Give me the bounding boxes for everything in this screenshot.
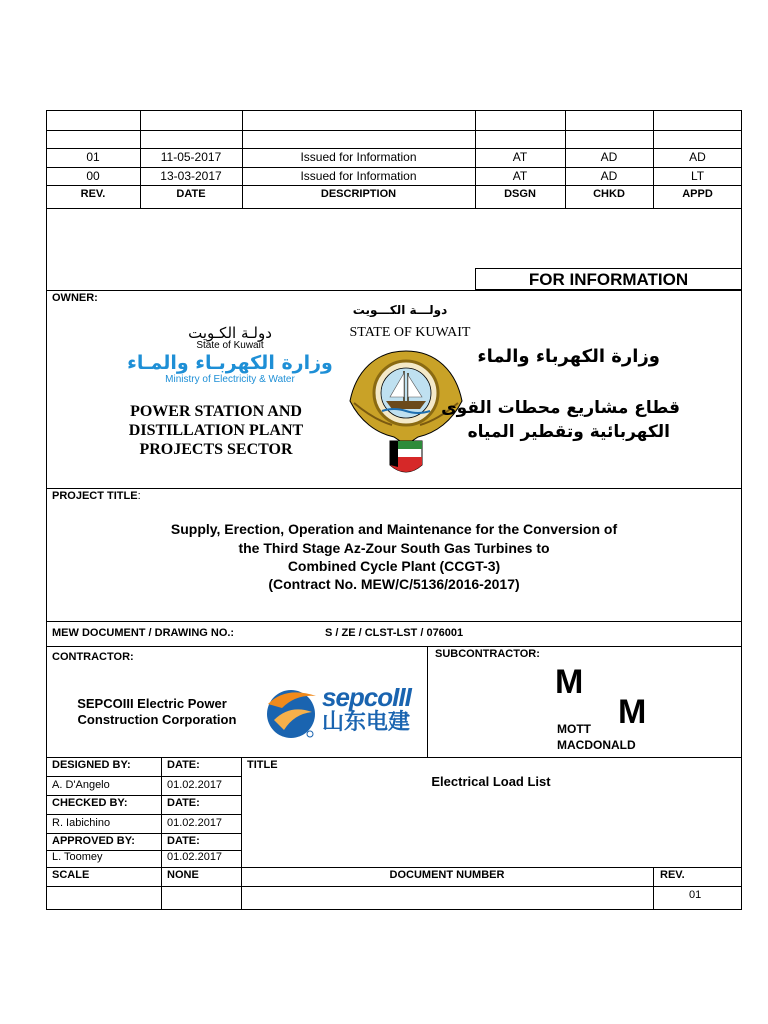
sepco-logo-icon bbox=[262, 684, 320, 742]
subcontractor-label: SUBCONTRACTOR: bbox=[435, 648, 540, 660]
sepco-logo-chinese: 山东电建 bbox=[322, 710, 411, 735]
rule bbox=[46, 488, 742, 489]
rev-appd-cell: LT bbox=[690, 169, 705, 183]
sector-arabic-line1: قطاع مشاريع محطات القوى bbox=[441, 398, 680, 418]
rev-description-cell: Issued for Information bbox=[300, 150, 417, 164]
mott-name-line2: MACDONALD bbox=[557, 738, 636, 752]
drawing-title: Electrical Load List bbox=[431, 774, 551, 789]
project-title-colon: : bbox=[137, 490, 141, 502]
checked-by-label: CHECKED BY: bbox=[52, 797, 128, 809]
approved-date: 01.02.2017 bbox=[167, 851, 223, 863]
designed-date-label: DATE: bbox=[167, 759, 200, 771]
rule bbox=[46, 757, 742, 758]
sector-line2: DISTILLATION PLANT bbox=[128, 422, 304, 439]
ministry-arabic: وزارة الكهربـاء والمـاء bbox=[127, 352, 333, 374]
project-title-line3: Combined Cycle Plant (CCGT-3) bbox=[287, 558, 501, 574]
rule bbox=[427, 646, 428, 757]
approved-by-name: L. Toomey bbox=[52, 851, 103, 863]
rev-date-cell: 11-05-2017 bbox=[160, 150, 222, 164]
status-label: FOR INFORMATION bbox=[528, 270, 689, 289]
state-arabic: دولـة الكـويت bbox=[188, 324, 272, 342]
appd-header: APPD bbox=[682, 188, 713, 200]
rev-dsgn-cell: AT bbox=[512, 169, 528, 183]
project-title-line2: the Third Stage Az-Zour South Gas Turbines to bbox=[238, 540, 550, 556]
rev-header: REV. bbox=[80, 188, 106, 200]
designed-date: 01.02.2017 bbox=[167, 779, 223, 791]
rev-description-cell: Issued for Information bbox=[300, 169, 417, 183]
rule bbox=[46, 867, 742, 868]
sector-line1: POWER STATION AND bbox=[130, 403, 302, 420]
designed-by-label: DESIGNED BY: bbox=[52, 759, 131, 771]
sepco-logo-text: sepcoIII bbox=[322, 682, 411, 712]
rule bbox=[46, 167, 742, 168]
rule bbox=[46, 621, 742, 622]
rule bbox=[46, 290, 742, 291]
chkd-header: CHKD bbox=[593, 188, 625, 200]
contractor-name-line1: SEPCOIII Electric Power bbox=[77, 696, 227, 711]
project-title-line1: Supply, Erection, Operation and Maintenance for the Conversion of bbox=[170, 521, 618, 537]
dsgn-header: DSGN bbox=[504, 188, 536, 200]
scale-label: SCALE bbox=[52, 869, 90, 881]
rule bbox=[161, 757, 162, 910]
description-header: DESCRIPTION bbox=[320, 188, 397, 200]
checked-by-name: R. Iabichino bbox=[52, 817, 111, 829]
document-number: S / ZE / CLST-LST / 076001 bbox=[325, 627, 464, 639]
ministry-arabic-right: وزارة الكهرباء والماء bbox=[477, 346, 660, 367]
rev-dsgn-cell: AT bbox=[512, 150, 528, 164]
rule bbox=[46, 833, 241, 834]
rev-chkd-cell: AD bbox=[600, 169, 618, 183]
checked-date-label: DATE: bbox=[167, 797, 200, 809]
emblem-arabic: دولـــة الكـــويت bbox=[352, 303, 448, 317]
rule bbox=[46, 776, 241, 777]
project-title-label-text: PROJECT TITLE bbox=[52, 490, 138, 502]
approved-date-label: DATE: bbox=[167, 835, 200, 847]
contractor-name-line2: Construction Corporation bbox=[77, 712, 237, 727]
rule bbox=[653, 867, 654, 910]
project-title-line4: (Contract No. MEW/C/5136/2016-2017) bbox=[268, 576, 520, 592]
mott-name-line1: MOTT bbox=[557, 722, 591, 736]
rule bbox=[46, 886, 742, 887]
checked-date: 01.02.2017 bbox=[167, 817, 223, 829]
rule bbox=[46, 646, 742, 647]
title-block-frame bbox=[46, 110, 742, 910]
date-header: DATE bbox=[176, 188, 206, 200]
title-label: TITLE bbox=[247, 759, 278, 771]
rev-footer-value: 01 bbox=[689, 889, 702, 901]
mott-logo-m2: M bbox=[618, 693, 647, 731]
designed-by-name: A. D'Angelo bbox=[52, 779, 110, 791]
contractor-label: CONTRACTOR: bbox=[52, 651, 134, 663]
rev-cell: 01 bbox=[86, 150, 100, 164]
rule bbox=[46, 148, 742, 149]
state-english: State of Kuwait bbox=[196, 340, 264, 351]
project-title-label bbox=[52, 491, 141, 502]
rule bbox=[46, 130, 742, 131]
rev-footer-label: REV. bbox=[660, 869, 685, 881]
rule bbox=[46, 795, 241, 796]
rev-appd-cell: AD bbox=[689, 150, 706, 164]
scale-value: NONE bbox=[167, 869, 199, 881]
sector-arabic-line2: الكهربائية وتقطير المياه bbox=[467, 422, 670, 442]
document-number-label: MEW DOCUMENT / DRAWING NO.: bbox=[52, 627, 235, 639]
sector-line3: PROJECTS SECTOR bbox=[139, 441, 293, 458]
ministry-english: Ministry of Electricity & Water bbox=[165, 374, 295, 385]
approved-by-label: APPROVED BY: bbox=[52, 835, 135, 847]
rev-cell: 00 bbox=[86, 169, 100, 183]
rule bbox=[46, 814, 241, 815]
rule bbox=[46, 185, 742, 186]
rev-date-cell: 13-03-2017 bbox=[160, 169, 222, 183]
owner-label: OWNER: bbox=[52, 292, 98, 304]
rev-chkd-cell: AD bbox=[600, 150, 618, 164]
rule bbox=[46, 208, 742, 209]
document-number-header: DOCUMENT NUMBER bbox=[389, 869, 505, 881]
emblem-english: STATE OF KUWAIT bbox=[349, 325, 471, 340]
mott-logo-m1: M bbox=[555, 663, 584, 701]
